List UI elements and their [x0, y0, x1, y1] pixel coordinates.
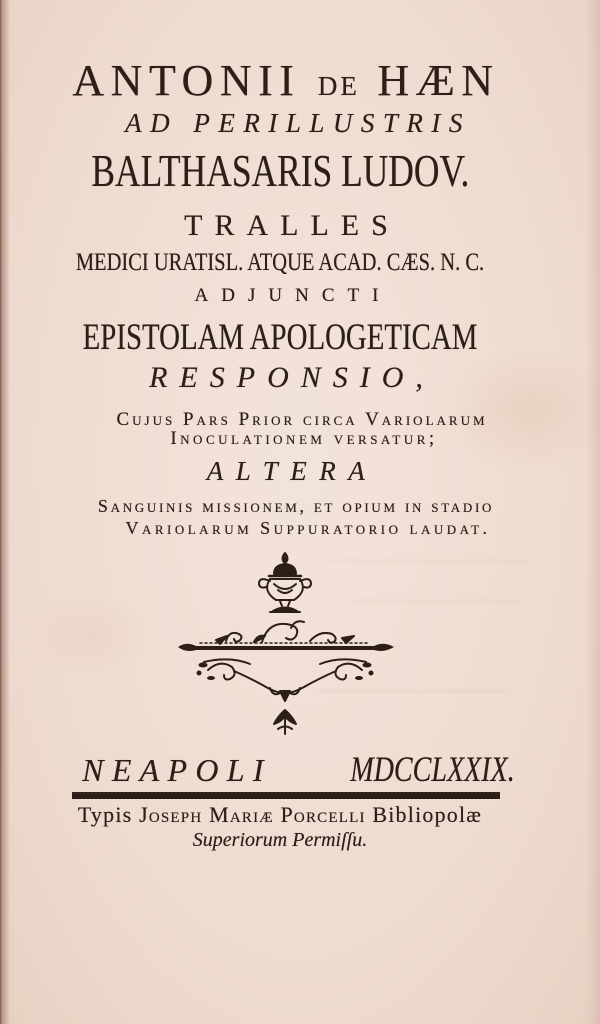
author-line	[0, 56, 566, 105]
responsio: RESPONSIO,	[149, 361, 435, 394]
printer-name: Joseph Mariæ Porcelli	[139, 802, 366, 827]
ornament-vase-decoration	[274, 584, 296, 589]
ornament-leaf	[342, 636, 354, 643]
addressee-title: MEDICI URATISL. ATQUE ACAD. CÆS. N. C.	[75, 249, 485, 276]
ornament-leaf	[207, 676, 215, 680]
addressee-surname: TRALLES	[184, 209, 400, 242]
ornament-leaf	[363, 663, 372, 668]
ornament-acanthus-tip	[291, 621, 304, 628]
ad-line: AD PERILLUSTRIS	[125, 108, 471, 138]
ornament-vase-finial	[283, 553, 288, 563]
ornament-drape-left	[234, 671, 285, 693]
ornament-pendant	[280, 691, 290, 701]
printer-suffix: Bibliopolæ	[372, 802, 483, 827]
work-title-line	[0, 319, 560, 356]
ornament-vase-foot	[273, 608, 297, 612]
part-one-line-1: Cujus Pars Prior circa Variolarum	[116, 409, 488, 430]
addressee-role: ADJUNCTI	[194, 285, 392, 306]
author-first: ANTONII	[72, 56, 301, 105]
author-particle: DE	[317, 71, 360, 101]
ornament-rule-bar	[178, 644, 394, 651]
altera: ALTERA	[206, 456, 378, 486]
ornament-vase-lid	[274, 564, 296, 574]
ornament-vase-decoration	[278, 590, 292, 593]
ornament-berry	[197, 671, 202, 676]
printer-line	[0, 804, 560, 826]
ornament-berry	[369, 671, 374, 676]
imprint-rule	[72, 792, 500, 799]
author-last: HÆN	[377, 56, 500, 105]
imprint-place: NEAPOLI	[82, 752, 272, 788]
imprint-place-year	[0, 751, 590, 787]
license-line: Superiorum Permiſſu.	[192, 829, 368, 851]
part-two-line-1: Sanguinis missionem, et opium in stadio	[97, 496, 495, 516]
part-two-line-2: Variolarum Suppuratorio laudat.	[125, 518, 491, 538]
addressee-name: BALTHASARIS LUDOV.	[91, 145, 469, 196]
ornament-leaf	[199, 663, 208, 668]
ornament-scroll-upper-left	[226, 633, 242, 642]
part-one-line-2: Inoculationem versatur;	[170, 428, 438, 449]
ornament-vase-stem	[280, 601, 290, 606]
addressee-title-line	[0, 250, 560, 275]
printers-ornament	[170, 550, 410, 740]
ornament-scroll-upper-right	[310, 633, 336, 643]
addressee-name-line	[0, 145, 560, 196]
printer-prefix: Typis	[77, 802, 133, 827]
ornament-stem-right	[320, 659, 366, 664]
work-title: EPISTOLAM APOLOGETICAM	[82, 317, 478, 358]
ornament-drape-right	[285, 671, 336, 693]
imprint-year: MDCCLXXIX.	[350, 749, 515, 789]
page-right-edge	[586, 0, 600, 1024]
ornament-stem-left	[204, 659, 250, 664]
ornament-leaf	[355, 676, 363, 680]
